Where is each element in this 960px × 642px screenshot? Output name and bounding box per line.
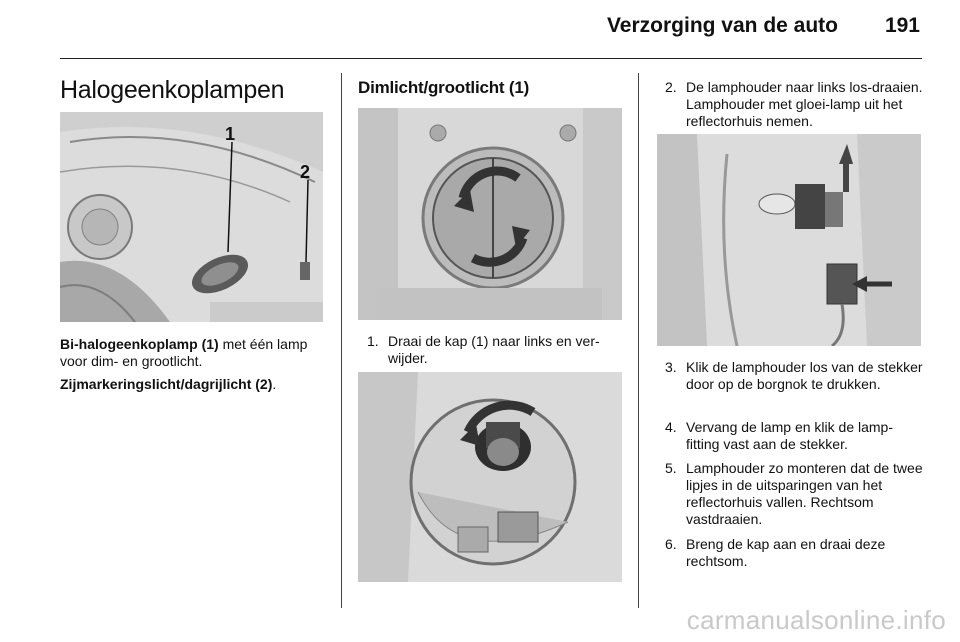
step-4-number: 4. [665,419,677,435]
bulb-holder-figure [358,372,622,582]
step-3-number: 3. [665,359,677,375]
subsection-title: Dimlicht/grootlicht (1) [358,78,530,97]
column-divider-1 [341,73,342,608]
step-1-text: Draai de kap (1) naar links en ver-wijder. [388,333,600,366]
step-5-text: Lamphouder zo monteren dat de twee lipjes in de uitsparingen van het reflectorhuis vallen. Rechtsom vastdraaien. [686,460,923,527]
paragraph-bi-halogen-text: met één lamp voor dim- en grootlicht. [60,336,308,369]
cap-removal-illustration [358,108,622,320]
step-6 [665,536,923,570]
step-6-text: Breng de kap aan en draai deze rechtsom. [686,536,886,569]
header-rule [60,58,922,59]
step-6-number: 6. [665,536,677,552]
step-3-text: Klik de lamphouder los van de stekker door op de borgnok te drukken. [686,359,923,392]
headlamp-overview-illustration [60,112,323,322]
step-2-text: De lamphouder naar links los-draaien. Lamphouder met gloei-lamp uit het reflectorhuis nemen. [686,79,923,129]
cap-removal-figure [358,108,622,320]
callout-1: 1 [225,124,236,144]
step-5 [665,460,923,528]
step-4-text: Vervang de lamp en klik de lamp-fitting vast aan de stekker. [686,419,893,452]
bulb-connector-illustration [657,134,921,346]
step-1 [367,333,625,367]
callout-2: 2 [300,162,311,182]
watermark: carmanualsonline.info [686,605,946,635]
page-number: 191 [884,14,920,37]
paragraph-side-marker [60,376,322,393]
paragraph-side-marker-text: . [272,376,277,392]
step-1-number: 1. [367,333,379,349]
step-2-number: 2. [665,79,677,95]
headlamp-overview-figure [60,112,323,322]
paragraph-side-marker-bold: Zijmarkeringslicht/dagrijlicht (2) [60,376,273,392]
running-header-title: Verzorging van de auto [606,14,838,37]
page-header [60,0,922,58]
column-divider-2 [638,73,639,608]
step-4 [665,419,923,453]
bulb-connector-figure [657,134,921,346]
step-3 [665,359,923,393]
step-2 [665,79,923,130]
paragraph-bi-halogen [60,336,322,370]
step-5-number: 5. [665,460,677,476]
paragraph-bi-halogen-bold: Bi-halogeenkoplamp (1) [60,336,219,352]
bulb-holder-illustration [358,372,622,582]
section-title: Halogeenkoplampen [60,76,285,104]
